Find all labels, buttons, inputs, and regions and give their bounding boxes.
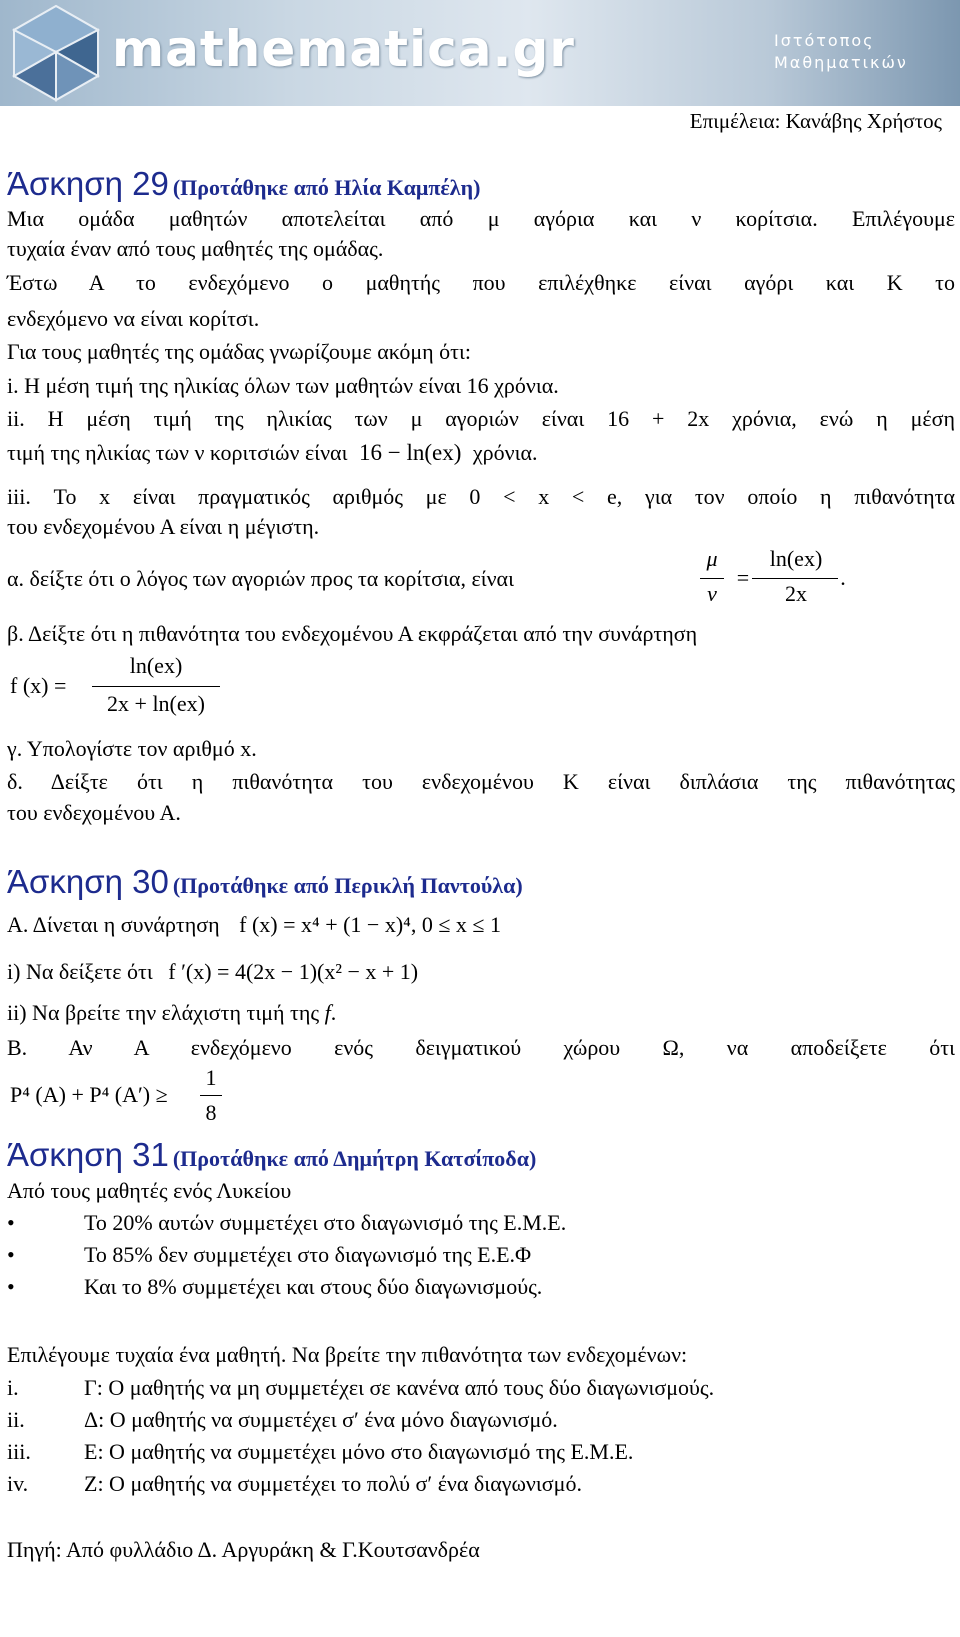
ex29-part-c-text: γ. Υπολογίστε τον αριθμό x. [7,736,257,761]
list-item: Ε: Ο μαθητής να συμμετέχει μόνο στο διαγωνισμό της Ε.Μ.Ε. [84,1439,634,1464]
nu-denominator: ν [707,581,717,606]
b-denominator: 2x + ln(ex) [107,691,205,716]
ex29-item-iii-2: του ενδεχομένου Α είναι η μέγιστη. [7,514,320,539]
list-item-number: iii. [7,1439,31,1464]
ex29-line-2: τυχαία έναν από τους μαθητές της ομάδας. [7,236,384,261]
list-item: Και το 8% συμμετέχει και στους δύο διαγωνισμούς. [84,1274,543,1299]
list-item: Γ: Ο μαθητής να μη συμμετέχει σε κανένα από τους δύο διαγωνισμούς. [84,1375,715,1400]
ex30-part-a: Α. Δίνεται η συνάρτηση f (x) = x⁴ + (1 − x)⁴, 0 ≤ x ≤ 1 [7,912,501,937]
fraction-bar [200,1095,222,1096]
ex29-line-4: ενδεχόμενο να είναι κορίτσι. [7,306,260,331]
exercise-29-title: Άσκηση 29 (Προτάθηκε από Ηλία Καμπέλη) [7,165,481,202]
bullet-dot: • [7,1242,15,1267]
ex29-part-b-text: β. Δείξτε ότι η πιθανότητα του ενδεχομένου Α εκφράζεται από την συνάρτηση [7,621,698,646]
fraction-bar [700,578,724,579]
list-item: Το 20% αυτών συμμετέχει στο διαγωνισμό της Ε.Μ.Ε. [84,1210,567,1235]
ex29-line-1: Μια ομάδα μαθητών αποτελείται από μ αγόρια και ν κορίτσια. Επιλέγουμε [7,206,955,231]
ex29-line-5: Για τους μαθητές της ομάδας γνωρίζουμε ακόμη ότι: [7,339,472,364]
f-of-x-lhs: f (x) = [10,673,67,698]
ex30-inequality-lhs: P⁴ (A) + P⁴ (A′) ≥ [10,1082,168,1107]
ex29-item-iii-1: iii. Το x είναι πραγματικός αριθμός με 0 < x < e, για τον οποίο η πιθανότητα [7,484,955,509]
source-credit: Πηγή: Από φυλλάδιο Δ. Αργυράκη & Γ.Κουτσανδρέα [7,1537,480,1562]
site-subtitle: Ιστότοπος Μαθηματικών [774,31,908,72]
ex29-part-d-text-1: δ. Δείξτε ότι η πιθανότητα του ενδεχομένου Κ είναι διπλάσια της πιθανότητας [7,769,955,794]
list-item: Ζ: Ο μαθητής να συμμετέχει το πολύ σ′ ένα διαγωνισμό. [84,1471,582,1496]
ex29-item-i: i. Η μέση τιμή της ηλικίας όλων των μαθητών είναι 16 χρόνια. [7,373,559,398]
editor-credit: Επιμέλεια: Κανάβης Χρήστος [689,109,942,133]
ex31-intro: Από τους μαθητές ενός Λυκείου [7,1178,292,1203]
list-item: Το 85% δεν συμμετέχει στο διαγωνισμό της Ε.Ε.Φ [84,1242,532,1267]
site-name: mathematica.gr [112,20,575,78]
list-item-number: i. [7,1375,19,1400]
bullet-dot: • [7,1274,15,1299]
period: . [840,565,846,590]
bullet-dot: • [7,1210,15,1235]
site-banner [0,0,960,106]
equals-sign: = [736,565,750,590]
mu-numerator: μ [706,546,718,571]
polyhedron-logo-icon [6,2,106,102]
ex29-line-3: Έστω Α το ενδεχόμενο ο μαθητής που επιλέχθηκε είναι αγόρι και Κ το [7,270,955,295]
list-item-number: ii. [7,1407,25,1432]
ex30-part-ii: ii) Να βρείτε την ελάχιστη τιμή της f. [7,1000,337,1025]
exercise-31-title: Άσκηση 31 (Προτάθηκε από Δημήτρη Κατσίποδα) [7,1136,537,1173]
exercise-30-title: Άσκηση 30 (Προτάθηκε από Περικλή Παντούλα) [7,863,523,900]
b-numerator: ln(ex) [129,653,183,678]
fraction-bar [752,578,838,579]
ex30-part-b: Β. Αν Α ενδεχόμενο ενός δειγματικού χώρου Ω, να αποδείξετε ότι [7,1035,955,1060]
ex29-part-a-text: α. δείξτε ότι ο λόγος των αγοριών προς τα κορίτσια, είναι [7,566,514,591]
ex31-question: Επιλέγουμε τυχαία ένα μαθητή. Να βρείτε την πιθανότητα των ενδεχομένων: [7,1342,688,1367]
list-item-number: iv. [7,1471,29,1496]
ex29-part-d-text-2: του ενδεχομένου Α. [7,800,181,825]
ratio-denominator: 2x [785,581,807,606]
ratio-numerator: ln(ex) [769,546,823,571]
ex30-fraction-denominator: 8 [205,1100,217,1125]
fraction-bar [92,686,220,687]
ex29-item-ii-1: ii. Η μέση τιμή της ηλικίας των μ αγοριών είναι 16 + 2x χρόνια, ενώ η μέση [7,406,955,431]
ex29-item-ii-2: τιμή της ηλικίας των ν κοριτσιών είναι 16 − ln(ex) χρόνια. [7,440,538,465]
list-item: Δ: Ο μαθητής να συμμετέχει σ′ ένα μόνο διαγωνισμό. [84,1407,558,1432]
ex30-part-i: i) Να δείξετε ότι f ′(x) = 4(2x − 1)(x² − x + 1) [7,959,419,984]
ex30-fraction-numerator: 1 [205,1065,217,1090]
